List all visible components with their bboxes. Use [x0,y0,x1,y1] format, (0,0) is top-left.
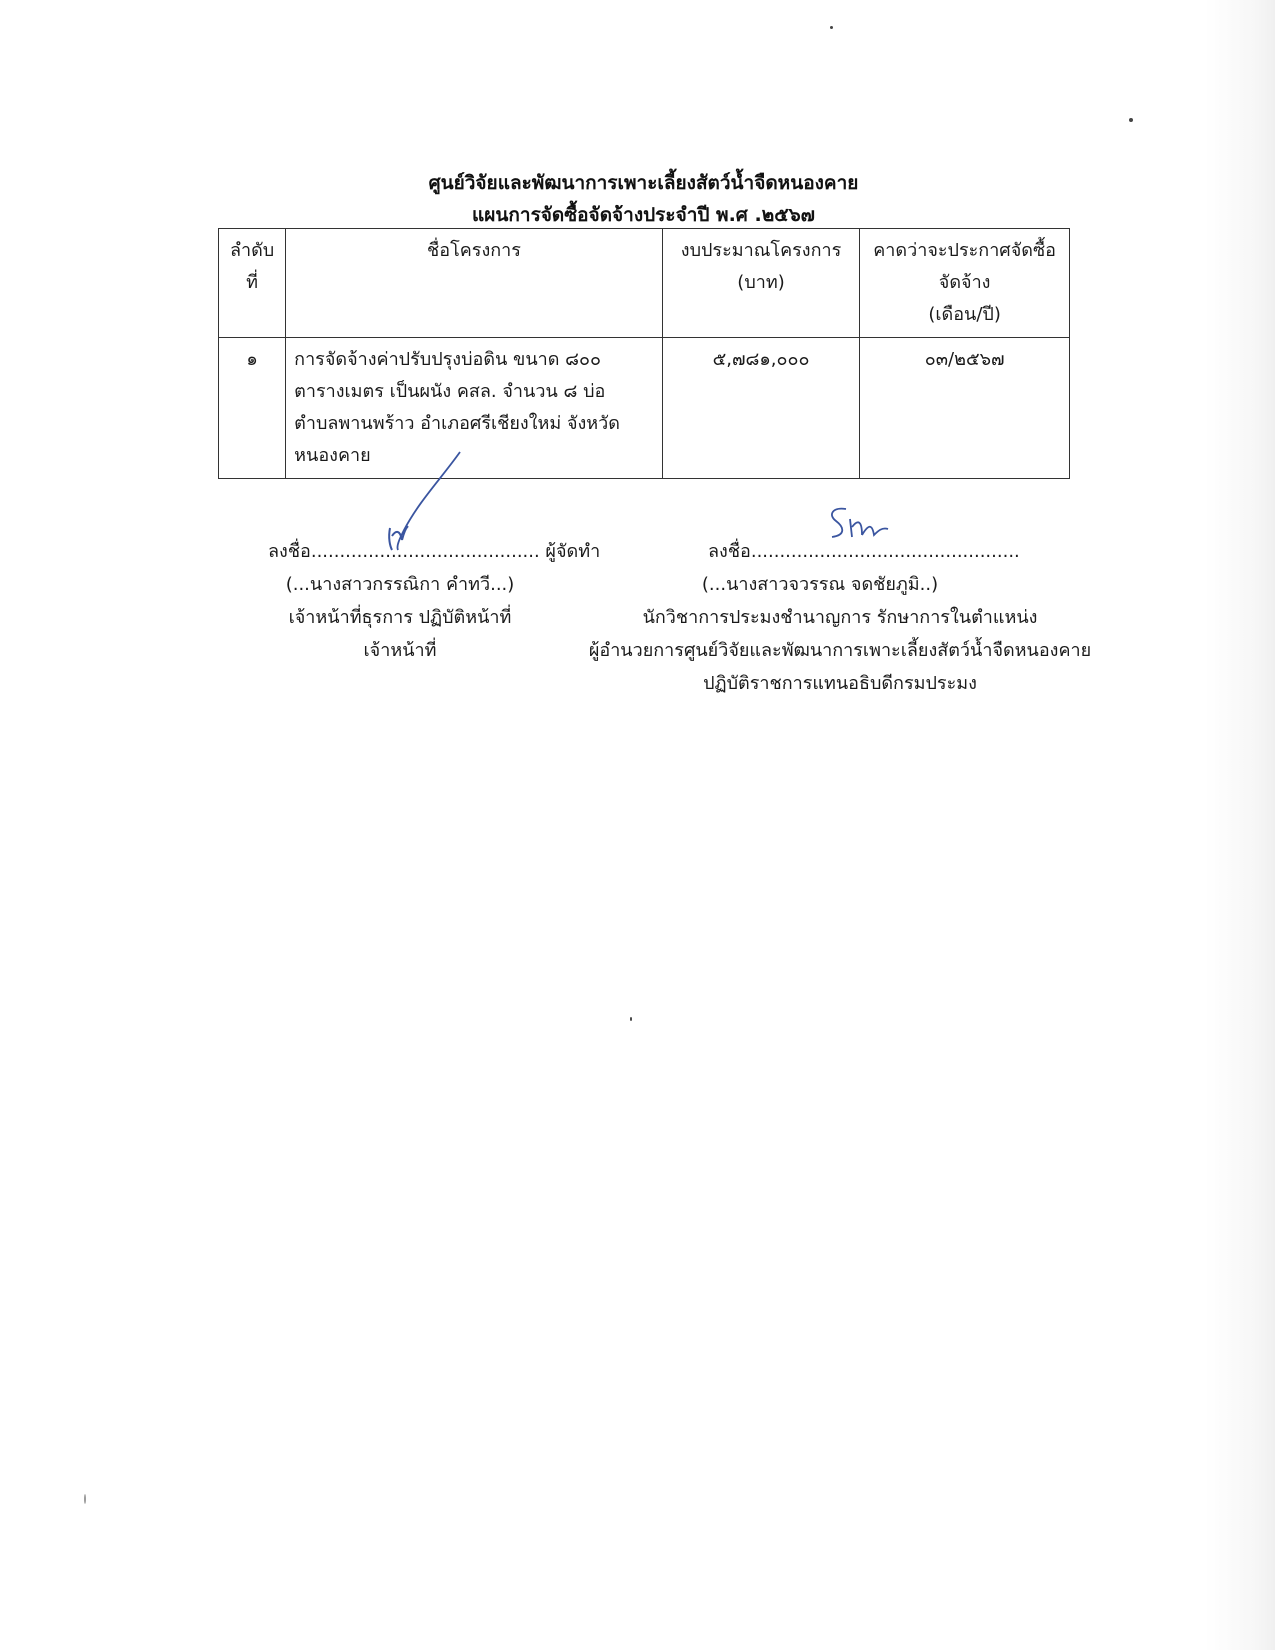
cell-announce: ๐๓/๒๕๖๗ [860,338,1070,479]
right-position-line1: นักวิชาการประมงชำนาญการ รักษาการในตำแหน่ง [642,607,1038,628]
header-announce-line1: คาดว่าจะประกาศจัดซื้อ [873,240,1056,261]
right-position-line2: ผู้อำนวยการศูนย์วิจัยและพัฒนาการเพาะเลี้ยงสัตว์น้ำจืดหนองคาย [588,640,1092,661]
project-line-1: การจัดจ้างค่าปรับปรุงบ่อดิน ขนาด ๘๐๐ [294,349,602,370]
right-handwritten-signature [822,505,922,555]
right-signer-name: (...นางสาวจวรรณ จดชัยภูมิ..) [701,574,939,595]
left-sign-line: ลงชื่อ........................................ ผู้จัดทำ [268,541,601,562]
table-header-row [219,229,1070,338]
plan-title: แผนการจัดซื้อจัดจ้างประจำปี พ.ศ .๒๕๖๗ [472,204,815,226]
cell-budget: ๕,๗๘๑,๐๐๐ [662,338,859,479]
project-line-3: ตำบลพานพร้าว อำเภอศรีเชียงใหม่ จังหวัด [294,413,620,434]
procurement-plan-table [218,228,1070,479]
header-project [286,229,663,338]
left-position-line2: เจ้าหน้าที่ [363,640,437,661]
left-signer-name: (...นางสาวกรรณิกา คำทวี...) [285,574,515,595]
table-row [219,338,1070,479]
header-announce-line2: จัดจ้าง [938,272,991,293]
header-seq-line1: ลำดับ [229,240,275,261]
scan-speck [830,26,833,29]
left-handwritten-signature [360,450,480,560]
header-budget [662,229,859,338]
project-line-2: ตารางเมตร เป็นผนัง คสล. จำนวน ๘ บ่อ [294,381,606,402]
header-seq [219,229,286,338]
left-position-line1: เจ้าหน้าที่ธุรการ ปฏิบัติหน้าที่ [288,607,512,628]
cell-seq: ๑ [219,338,286,479]
right-sign-line: ลงชื่อ............................................... [708,541,1020,562]
scan-speck [84,1494,86,1504]
right-position-line3: ปฏิบัติราชการแทนอธิบดีกรมประมง [703,673,977,694]
scan-edge-shadow [1205,0,1275,1650]
header-project-label: ชื่อโครงการ [427,240,521,261]
project-line-4: หนองคาย [294,445,371,466]
header-budget-line2: (บาท) [737,272,785,293]
organization-title: ศูนย์วิจัยและพัฒนาการเพาะเลี้ยงสัตว์น้ำจืดหนองคาย [428,172,859,194]
header-budget-line1: งบประมาณโครงการ [680,240,842,261]
header-announce [860,229,1070,338]
header-seq-line2: ที่ [246,272,259,293]
scan-speck [1129,118,1133,122]
header-announce-line3: (เดือน/ปี) [928,304,1001,325]
scan-speck [630,1017,632,1021]
